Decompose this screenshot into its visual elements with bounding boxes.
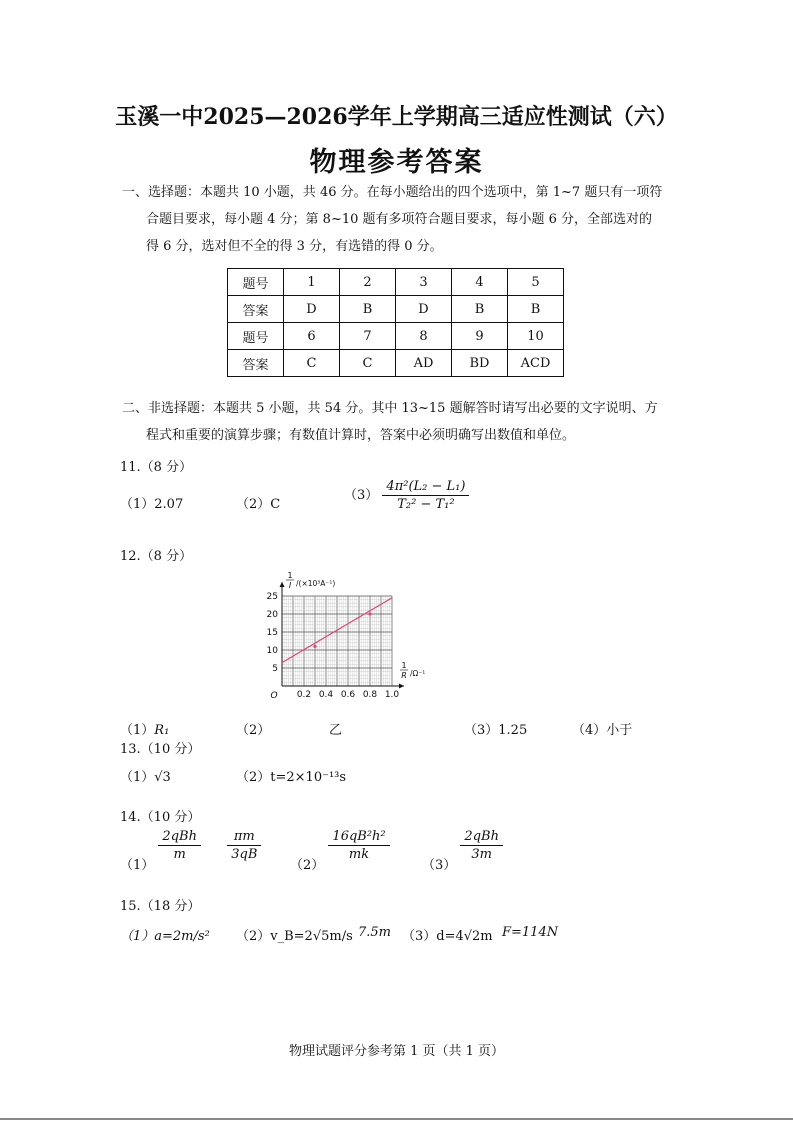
- q12-heading: 12.（8 分）: [120, 549, 193, 564]
- answer-table-cell: 7: [340, 323, 396, 350]
- q12-answer1-value: R₁: [154, 723, 170, 738]
- q14-answer2-fraction: [328, 829, 389, 862]
- q13-answer2: （2）t=2×10⁻¹³s: [236, 770, 347, 785]
- q14-answer2-label: （2）: [290, 858, 325, 873]
- q13-heading: 13.（10 分）: [120, 742, 201, 757]
- q11-answer3: [344, 479, 469, 512]
- answer-table-cell: 9: [452, 323, 508, 350]
- q14-heading: 14.（10 分）: [120, 810, 201, 825]
- q15-heading: 15.（18 分）: [120, 899, 201, 914]
- x-tick-label: 0.2: [296, 690, 312, 700]
- section2-line2: 程式和重要的演算步骤；有数值计算时，答案中必须明确写出数值和单位。: [146, 428, 576, 443]
- q14-answer3-num: 2qBh: [460, 829, 503, 846]
- answer-table-cell: 10: [508, 323, 564, 350]
- answer-table-cell: 6: [284, 323, 340, 350]
- answer-table-cell: 8: [396, 323, 452, 350]
- q14-answer1-fraction1: [158, 829, 201, 862]
- answer-table-cell: C: [284, 350, 340, 377]
- q14-answer2: [290, 829, 390, 873]
- q14-answer1-f2-num: πm: [227, 829, 261, 846]
- q11-heading: 11.（8 分）: [120, 460, 193, 475]
- x-axis-arrow: [399, 684, 404, 689]
- answer-table-cell: AD: [396, 350, 452, 377]
- q12-chart: [262, 568, 432, 728]
- answer-table-row: [228, 350, 564, 377]
- q11-answer2: （2）C: [236, 497, 281, 512]
- q12-answer2-value: 乙: [329, 723, 343, 738]
- q14-answer2-num: 16qB²h²: [328, 829, 389, 846]
- q14-answer1: [120, 829, 261, 873]
- answer-table-cell: D: [396, 296, 452, 323]
- x-tick-label: 0.8: [362, 690, 378, 700]
- page-footer: 物理试题评分参考第 1 页（共 1 页）: [288, 1044, 505, 1059]
- x-tick-label: 0.6: [340, 690, 356, 700]
- q14-answer1-f2-den: 3qB: [231, 847, 258, 862]
- x-label-numerator: 1: [401, 661, 407, 670]
- origin-label: O: [270, 691, 278, 701]
- answer-table-cell: 5: [508, 269, 564, 296]
- q14-answer1-fraction2: [227, 829, 261, 862]
- q14-answer1-f1-num: 2qBh: [158, 829, 201, 846]
- q11-answer3-fraction: [382, 479, 469, 512]
- q14-answer3-fraction: [460, 829, 503, 862]
- x-tick-label: 0.4: [318, 690, 334, 700]
- y-tick-label: 15: [266, 628, 278, 638]
- q14-answer3-label: （3）: [422, 858, 457, 873]
- answer-table-row: [228, 296, 564, 323]
- answer-table-header-cell: 答案: [228, 350, 284, 377]
- answer-table-cell: 4: [452, 269, 508, 296]
- answer-table-cell: B: [508, 296, 564, 323]
- answer-table-cell: 1: [284, 269, 340, 296]
- q14-answer3-den: 3m: [471, 847, 492, 862]
- section1-line3: 得 6 分，选对但不全的得 3 分，有选错的得 0 分。: [146, 239, 443, 254]
- answer-table-row: [228, 323, 564, 350]
- y-label-numerator: 1: [287, 571, 293, 580]
- answer-table-cell: 2: [340, 269, 396, 296]
- bottom-divider: [0, 1118, 793, 1120]
- q11-answer3-label: （3）: [344, 488, 379, 503]
- q11-answer3-numerator: 4π²(L₂ − L₁): [382, 479, 469, 496]
- page-subtitle: 物理参考答案: [309, 147, 484, 178]
- answer-table-cell: 3: [396, 269, 452, 296]
- y-axis-arrow: [280, 582, 285, 587]
- q11-answer3-denominator: T₂² − T₁²: [397, 497, 455, 512]
- answer-table-cell: D: [284, 296, 340, 323]
- section2-line1: 二、非选择题：本题共 5 小题，共 54 分。其中 13~15 题解答时请写出必要的文字说明、方: [122, 401, 658, 416]
- answer-table: [227, 268, 564, 377]
- answer-table-cell: B: [340, 296, 396, 323]
- x-tick-label: 1.0: [384, 690, 400, 700]
- q14-answer1-f1-den: m: [173, 847, 186, 862]
- q15-answer1: （1）a=2m/s²: [120, 929, 210, 944]
- q13-answer1: （1）√3: [120, 770, 171, 785]
- y-label-unit: /(×10³A⁻¹): [296, 579, 336, 588]
- answer-table-header-cell: 题号: [228, 323, 284, 350]
- q15-answer3: （3）d=4√2m: [402, 929, 493, 944]
- y-tick-label: 20: [266, 610, 278, 620]
- q11-answer1: （1）2.07: [120, 497, 184, 512]
- q12-answer2-label: （2）: [236, 723, 271, 738]
- q12-answer1-label: （1）: [120, 723, 155, 738]
- answer-table-header-cell: 答案: [228, 296, 284, 323]
- q12-answer3: （3）1.25: [464, 723, 528, 738]
- page-title: 玉溪一中2025—2026学年上学期高三适应性测试（六）: [115, 104, 678, 130]
- y-label-variable: I: [288, 581, 292, 590]
- answer-table-cell: C: [340, 350, 396, 377]
- y-tick-label: 25: [266, 592, 278, 602]
- x-label-variable: R: [401, 671, 407, 680]
- q12-answer1: [120, 719, 169, 738]
- q14-answer2-den: mk: [348, 847, 370, 862]
- section1-line2: 合题目要求，每小题 4 分；第 8~10 题有多项符合题目要求，每小题 6 分，全部选对的: [146, 212, 653, 227]
- q15-answer2b: 7.5m: [358, 925, 392, 940]
- answer-table-header-cell: 题号: [228, 269, 284, 296]
- y-tick-label: 5: [272, 664, 278, 674]
- y-tick-label: 10: [266, 646, 278, 656]
- q15-answer2: （2）v_B=2√5m/s: [236, 929, 353, 944]
- data-point: [313, 645, 316, 648]
- answer-table-cell: BD: [452, 350, 508, 377]
- data-point: [368, 612, 371, 615]
- x-label-unit: /Ω⁻¹: [410, 669, 426, 678]
- answer-table-row: [228, 269, 564, 296]
- answer-table-cell: B: [452, 296, 508, 323]
- answer-table-cell: ACD: [508, 350, 564, 377]
- q14-answer3: [422, 829, 503, 873]
- section1-line1: 一、选择题：本题共 10 小题，共 46 分。在每小题给出的四个选项中，第 1~7 题只有一项符: [122, 185, 663, 200]
- q12-answer4: （4）小于: [572, 723, 633, 738]
- q14-answer1-label: （1）: [120, 858, 155, 873]
- q15-answer3b: F=114N: [502, 925, 559, 940]
